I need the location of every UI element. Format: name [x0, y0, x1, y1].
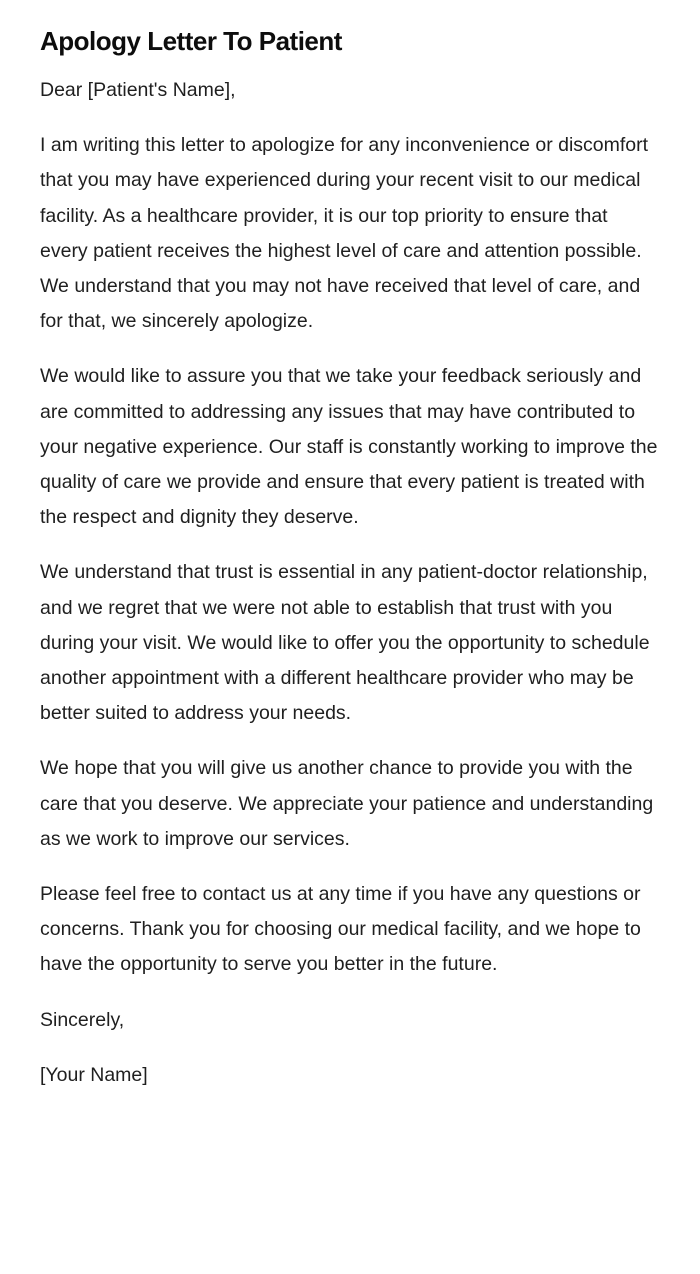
body-paragraph-4: We hope that you will give us another chance to provide you with the care that you deserve. We appreciate your patience and understanding as we work to improve our services.: [40, 757, 654, 850]
signature: [Your Name]: [40, 1063, 148, 1086]
body-paragraph-1: I am writing this letter to apologize for any inconvenience or discomfort that you may have experienced during your recent visit to our medical facility. As a healthcare provider, it is our top priority to ensure that every patient receives the highest level of care and attention possible. We understand that you may not have received that level of care, and for that, we sincerely apologize.: [40, 134, 649, 333]
body-paragraph-2: We would like to assure you that we take your feedback seriously and are committed to addressing any issues that may have contributed to your negative experience. Our staff is constantly working to improve the quality of care we provide and ensure that every patient is treated with the respect and dignity they deserve.: [40, 365, 658, 529]
salutation: Dear [Patient's Name],: [40, 79, 236, 101]
body-paragraph-3: We understand that trust is essential in any patient-doctor relationship, and we regret that we were not able to establish that trust with you during your visit. We would like to offer you the opportunity to schedule another appointment with a different healthcare provider who may be better suited to address your needs.: [40, 561, 650, 725]
body-paragraph-5: Please feel free to contact us at any time if you have any questions or concerns. Thank you for choosing our medical facility, and we hope to have the opportunity to serve you better in the future.: [40, 883, 641, 976]
closing: Sincerely,: [40, 1008, 125, 1031]
page-title: Apology Letter To Patient: [40, 26, 342, 56]
